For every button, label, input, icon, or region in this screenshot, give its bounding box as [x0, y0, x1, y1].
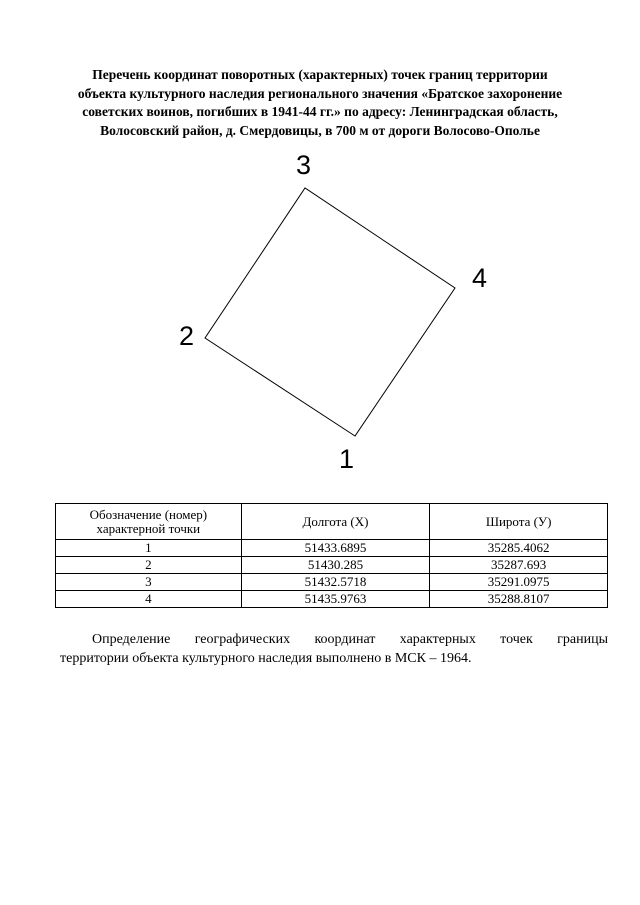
- note-word: координат: [314, 632, 376, 647]
- point-label-1: 1: [339, 444, 355, 474]
- cell-point: 2: [56, 557, 242, 574]
- title-line: объекта культурного наследия регионального значения «Братское захоронение: [77, 85, 563, 101]
- table-row: [56, 574, 608, 591]
- note-word: границы: [557, 632, 608, 647]
- cell-point: 1: [56, 540, 242, 557]
- header-point-number: Обозначение (номер) характерной точки: [56, 504, 242, 540]
- point-label-4: 4: [472, 263, 488, 293]
- table-row: [56, 557, 608, 574]
- document-title: [40, 66, 600, 140]
- table-header-row: [56, 504, 608, 540]
- note-word: географических: [194, 632, 291, 647]
- note-word: точек: [500, 632, 533, 647]
- cell-point: 3: [56, 574, 242, 591]
- title-line: советских воинов, погибших в 1941-44 гг.» по адресу: Ленинградская область,: [82, 104, 558, 119]
- table-row: [56, 591, 608, 608]
- header-latitude: Широта (У): [430, 504, 608, 540]
- note-word: характерных: [399, 632, 476, 647]
- coordinates-table: [55, 503, 608, 608]
- note-paragraph: [60, 630, 608, 668]
- boundary-diagram: [0, 140, 640, 480]
- note-word: Определение: [92, 632, 171, 647]
- point-label-2: 2: [179, 321, 195, 351]
- cell-y: 35291.0975: [430, 574, 608, 591]
- cell-y: 35288.8107: [430, 591, 608, 608]
- cell-y: 35285.4062: [430, 540, 608, 557]
- cell-x: 51430.285: [241, 557, 430, 574]
- title-line: Волосовский район, д. Смердовицы, в 700 м от дороги Волосово-Ополье: [100, 122, 540, 138]
- cell-x: 51432.5718: [241, 574, 430, 591]
- cell-x: 51435.9763: [241, 591, 430, 608]
- title-line: Перечень координат поворотных (характерных) точек границ территории: [92, 67, 548, 82]
- cell-point: 4: [56, 591, 242, 608]
- note-line-1: [60, 630, 608, 649]
- table-row: [56, 540, 608, 557]
- header-longitude: Долгота (X): [241, 504, 430, 540]
- note-line-2: территории объекта культурного наследия выполнено в МСК – 1964.: [60, 651, 472, 666]
- cell-x: 51433.6895: [241, 540, 430, 557]
- boundary-polygon: [205, 188, 455, 436]
- cell-y: 35287.693: [430, 557, 608, 574]
- point-label-3: 3: [296, 150, 312, 180]
